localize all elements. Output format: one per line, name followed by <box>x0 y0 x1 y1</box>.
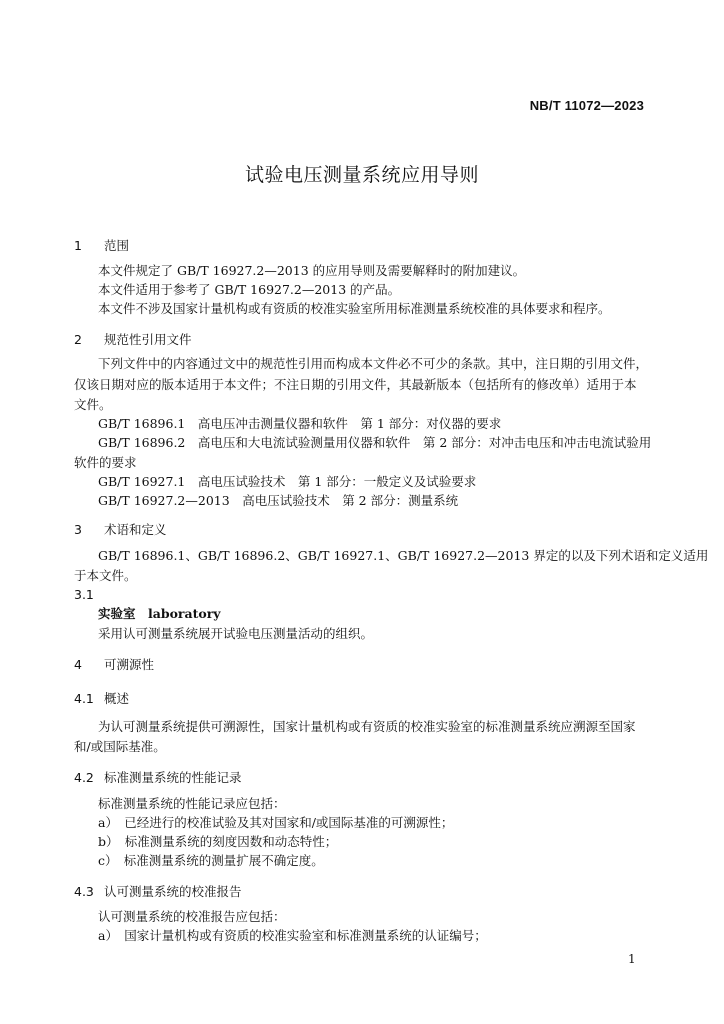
paragraph: 本文件适用于参考了 GB/T 16927.2—2013 的产品。 <box>98 282 401 297</box>
list-item: b） 标准测量系统的刻度因数和动态特性； <box>98 834 338 849</box>
paragraph-line: 下列文件中的内容通过文中的规范性引用而构成本文件必不可少的条款。其中，注日期的引用文件， <box>98 356 649 371</box>
reference-item: GB/T 16927.2—2013 高电压试验技术 第 2 部分：测量系统 <box>98 493 459 508</box>
subsection-number: 4.1 <box>74 691 94 706</box>
section-1-heading <box>74 236 129 254</box>
section-4-heading <box>74 655 154 673</box>
subsection-4-3-heading <box>74 882 242 900</box>
section-title: 可溯源性 <box>104 657 155 672</box>
term-definition: 采用认可测量系统展开试验电压测量活动的组织。 <box>98 626 374 641</box>
paragraph-line: GB/T 16896.1、GB/T 16896.2、GB/T 16927.1、GB/T 16927.2—2013 界定的以及下列术语和定义适用 <box>98 548 709 563</box>
paragraph-line: 文件。 <box>74 397 112 412</box>
section-number: 2 <box>74 332 82 347</box>
subsection-number: 3.1 <box>74 587 94 602</box>
section-title: 范围 <box>104 238 130 253</box>
reference-item: GB/T 16896.2 高电压和大电流试验测量用仪器和软件 第 2 部分：对冲击电压和冲击电流试验用 <box>98 435 652 450</box>
subsection-title: 标准测量系统的性能记录 <box>104 770 242 785</box>
document-title: 试验电压测量系统应用导则 <box>244 164 479 186</box>
page-number: 1 <box>628 952 636 966</box>
reference-item-continued: 软件的要求 <box>74 455 137 470</box>
subsection-title: 认可测量系统的校准报告 <box>104 884 242 899</box>
subsection-number: 4.2 <box>74 770 94 785</box>
paragraph: 本文件不涉及国家计量机构或有资质的校准实验室所用标准测量系统校准的具体要求和程序。 <box>98 301 611 316</box>
paragraph-line: 为认可测量系统提供可溯源性，国家计量机构或有资质的校准实验室的标准测量系统应溯源至国家 <box>98 719 636 734</box>
section-number: 4 <box>74 657 82 672</box>
section-2-heading <box>74 330 192 348</box>
reference-item: GB/T 16927.1 高电压试验技术 第 1 部分：一般定义及试验要求 <box>98 474 477 489</box>
section-number: 3 <box>74 522 82 537</box>
term-entry: 实验室 laboratory <box>98 606 221 621</box>
subsection-title: 概述 <box>104 691 130 706</box>
subsection-number: 4.3 <box>74 884 94 899</box>
list-intro: 认可测量系统的校准报告应包括： <box>98 909 286 924</box>
list-item: a） 已经进行的校准试验及其对国家和/或国际基准的可溯源性； <box>98 815 454 830</box>
standard-code: NB/T 11072—2023 <box>529 98 644 113</box>
subsection-4-2-heading <box>74 768 242 786</box>
subsection-4-1-heading <box>74 689 129 707</box>
section-3-heading <box>74 520 167 538</box>
section-title: 术语和定义 <box>104 522 167 537</box>
list-item: c） 标准测量系统的测量扩展不确定度。 <box>98 853 324 868</box>
list-item: a） 国家计量机构或有资质的校准实验室和标准测量系统的认证编号； <box>98 928 487 943</box>
paragraph-line: 于本文件。 <box>74 568 137 583</box>
reference-item: GB/T 16896.1 高电压冲击测量仪器和软件 第 1 部分：对仪器的要求 <box>98 416 502 431</box>
paragraph-line: 和/或国际基准。 <box>74 739 166 754</box>
section-title: 规范性引用文件 <box>104 332 192 347</box>
section-number: 1 <box>74 238 82 253</box>
list-intro: 标准测量系统的性能记录应包括： <box>98 796 286 811</box>
paragraph: 本文件规定了 GB/T 16927.2—2013 的应用导则及需要解释时的附加建议。 <box>98 263 526 278</box>
paragraph-line: 仅该日期对应的版本适用于本文件；不注日期的引用文件，其最新版本（包括所有的修改单）适用于本 <box>74 377 637 392</box>
